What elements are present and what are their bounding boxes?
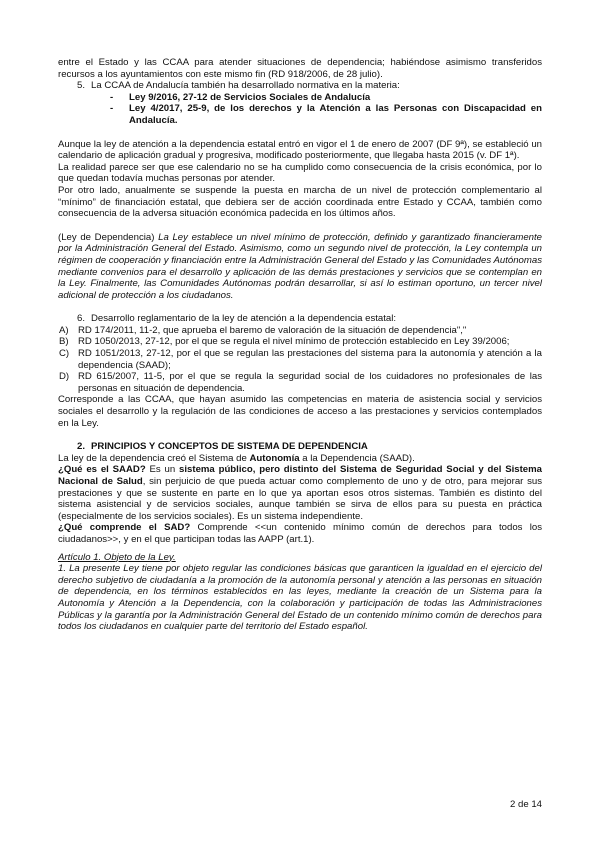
- quote-prefix: (Ley de Dependencia): [58, 231, 155, 243]
- article-text: 1. La presente Ley tiene por objeto regular las condiciones básicas que garanticen la igualdad en el ejercicio del derecho subjetivo de ciudadanía a la promoción de la autonomía personal y atención a las personas en situación de dependencia, en los términos establecidos en las leyes, mediante la creación de un Sistema para la Autonomía y Atención a la Dependencia, con la colaboración y participación de todas las Administraciones Públicas y la garantía por la Administración General del Estado de un contenido mínimo común de derechos para todos los ciudadanos en cualquier parte del territorio del Estado español.: [58, 563, 542, 633]
- definition-bold-1: sistema público: [179, 464, 253, 476]
- law-text: Ley 4/2017, 25-9, de los derechos y la Atención a las Personas con Discapacidad en Andalucía.: [129, 103, 542, 126]
- law-item-andalucia-servicios: [58, 92, 542, 104]
- saad-definition: [58, 464, 542, 522]
- scope-text: Comprende <<un contenido mínimo común de derechos para todos los ciudadanos>>, y en el que participan todas las AAPP (art.1).: [58, 522, 543, 545]
- definition-rest: , sin perjuicio de que pueda actuar como complemento de uno y de otro, para mejorar sus prestaciones y que se sustente en parte en lo que ya aportan esos otros sistemas. También es distinto del sistema asistencial y de servicios sociales, aunque también se sirva de ellos para su puesta en práctica (especialmente de los servicios sociales). Es un sistema independiente.: [58, 476, 542, 522]
- item-text: RD 615/2007, 11-5, por el que se regula la seguridad social de los cuidadores no profesionales de las personas en situación de dependencia.: [78, 371, 542, 394]
- quote-text: La Ley establece un nivel mínimo de protección, definido y garantizado financieramente por la Administración General del Estado. Asimismo, como un segundo nivel de protección, la Ley contempla un régimen de cooperación y financiación entre la Administración General del Estado y las Comunidades Autónomas mediante convenios para el desarrollo y aplicación de las demás prestaciones y servicios que se contemplan en la Ley. Finalmente, las Comunidades Autónomas podrán desarrollar, si así lo estiman oportuno, un tercer nivel adicional de protección a los ciudadanos.: [58, 231, 542, 301]
- protection-paragraph: Por otro lado, anualmente se suspende la puesta en marcha de un nivel de protección complementario al “mínimo” de financiación estatal, que debiera ser de acción coordinada entre Estado y CCAA, también como consecuencia de la adversa situación económica padecida en los últimos años.: [58, 184, 542, 220]
- saad-intro: [58, 453, 542, 465]
- article-title: Artículo 1. Objeto de la Ley.: [58, 551, 176, 563]
- definition-lead: Es un: [149, 464, 176, 476]
- section-title: PRINCIPIOS Y CONCEPTOS DE SISTEMA DE DEPENDENCIA: [91, 441, 368, 453]
- item-text: RD 1051/2013, 27-12, por el que se regulan las prestaciones del sistema para la autonomía y atención a la dependencia (SAAD);: [78, 348, 542, 371]
- intro-paragraph: entre el Estado y las CCAA para atender situaciones de dependencia; habiéndose asimismo transferidos recursos a los ayuntamientos con este mismo fin (RD 918/2006, de 28 julio).: [58, 57, 542, 80]
- question-saad: ¿Qué es el SAAD?: [58, 464, 146, 476]
- page-content: [58, 57, 542, 633]
- page-number: 2 de 14: [509, 799, 542, 810]
- dash-marker: -: [110, 91, 114, 103]
- law-item-andalucia-discapacidad: [58, 103, 542, 126]
- ccaa-paragraph: Corresponde a las CCAA, que hayan asumido las competencias en materia de asistencia social y servicios sociales el desarrollo y la regulación de las condiciones de acceso a las prestaciones y servicios contemplados en la Ley.: [58, 394, 542, 429]
- regulation-item-a: [58, 325, 542, 337]
- intro-text: La ley de la dependencia creó el Sistema de: [58, 452, 247, 464]
- calendar-paragraph: Aunque la ley de atención a la dependencia estatal entró en vigor el 1 de enero de 2007 (DF 9ª), se estableció un calendario de aplicación gradual y progresiva, modificado posteriormente, que llegaba hasta 2015 (v. DF 1ª).: [58, 138, 542, 162]
- item-letter: B): [59, 336, 69, 348]
- section-heading: [58, 441, 542, 453]
- list-number: 5.: [77, 80, 86, 92]
- list-text: La CCAA de Andalucía también ha desarrollado normativa en la materia:: [91, 80, 400, 92]
- sad-scope: [58, 522, 542, 545]
- regulation-item-b: [58, 336, 542, 348]
- question-sad: ¿Qué comprende el SAD?: [58, 522, 191, 534]
- definition-bold-2: pero distinto del Sistema de Seguridad Social y del Sistema Nacional de Salud: [58, 464, 543, 487]
- definition-sep: ,: [252, 464, 256, 476]
- reality-paragraph: La realidad parece ser que ese calendario no se ha cumplido como consecuencia de la crisis económica, por lo que quedan todavía muchas personas por atender.: [58, 161, 542, 185]
- item-letter: C): [59, 348, 70, 360]
- list-number: 6.: [77, 313, 86, 325]
- dash-marker: -: [110, 103, 114, 115]
- list-item-5: [58, 80, 542, 92]
- item-text: RD 174/2011, 11-2, que aprueba el baremo de valoración de la situación de dependencia",": [78, 324, 467, 336]
- item-text: RD 1050/2013, 27-12, por el que se regula el nivel mínimo de protección establecido en Ley 39/2006;: [78, 336, 510, 348]
- intro-bold: Autonomía: [249, 452, 300, 464]
- regulation-item-c: [58, 348, 542, 371]
- section-number: 2.: [77, 441, 86, 453]
- law-quote: [58, 232, 542, 302]
- item-letter: A): [59, 324, 69, 336]
- intro-text-end: a la Dependencia (SAAD).: [302, 452, 415, 464]
- list-item-6: [58, 313, 542, 325]
- regulation-item-d: [58, 371, 542, 394]
- law-text: Ley 9/2016, 27-12 de Servicios Sociales de Andalucía: [129, 91, 371, 103]
- item-letter: D): [59, 371, 70, 383]
- list-text: Desarrollo reglamentario de la ley de atención a la dependencia estatal:: [91, 313, 397, 325]
